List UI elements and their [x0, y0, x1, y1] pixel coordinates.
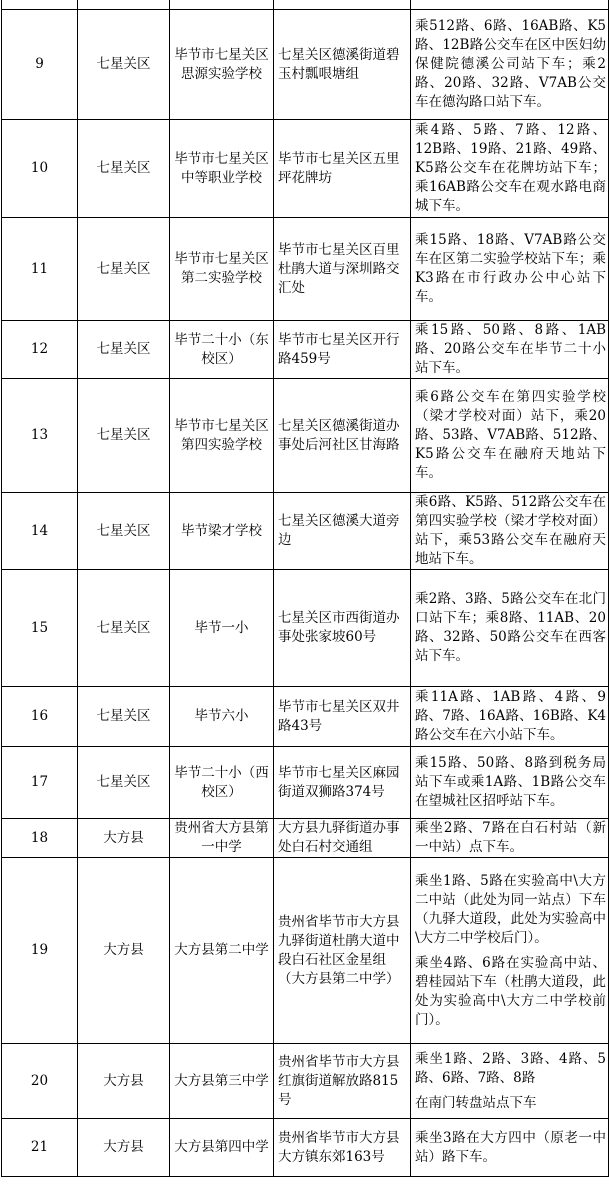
bus-route-text: 乘6路、K5路、512路公交车在第四实验学校（梁才学校对面）站下，乘53路公交车在融府天地站下车。	[415, 494, 606, 567]
table-row	[2, 1044, 609, 1119]
district-cell: 七星关区	[78, 321, 170, 379]
table-row	[2, 687, 609, 747]
bus-route-text: 在南门转盘站点下车	[415, 1094, 537, 1111]
bus-route-info	[411, 570, 609, 687]
address-cell: 毕节市七星关区麻园街道双狮路374号	[274, 747, 411, 819]
bus-route-info	[411, 819, 609, 858]
district-cell: 大方县	[78, 858, 170, 1044]
school-name: 毕节二十小（西校区）	[170, 747, 274, 819]
bus-route-text: 乘6路公交车在第四实验学校（梁才学校对面）站下，乘20路、53路、V7AB路、512路、K5路公交车在融府天地站下车。	[415, 389, 606, 481]
table-row	[2, 10, 609, 120]
bus-route-text: 乘11A路、1AB路、4路、9路、7路、16A路、16B路、K4路公交车在六小站下车。	[415, 689, 606, 743]
school-name: 毕节市七星关区中等职业学校	[170, 120, 274, 218]
bus-route-info	[411, 218, 609, 321]
address-cell: 毕节市七星关区双井路43号	[274, 687, 411, 747]
bus-route-info	[411, 858, 609, 1044]
bus-route-text: 乘坐1路、5路在实验高中\大方二中站（此处为同一站点）下车（九驿大道段，此处为实验高中\大方二中学校后门）。	[415, 872, 606, 946]
district-cell: 七星关区	[78, 570, 170, 687]
school-name: 大方县第二中学	[170, 858, 274, 1044]
district-cell: 大方县	[78, 1044, 170, 1119]
address-cell: 七星关区德溪大道旁边	[274, 493, 411, 570]
table-row	[2, 858, 609, 1044]
district-cell: 七星关区	[78, 493, 170, 570]
table-row-fragment	[2, 0, 609, 10]
school-name: 毕节市七星关区第二实验学校	[170, 218, 274, 321]
district-cell: 大方县	[78, 819, 170, 858]
bus-route-info	[411, 120, 609, 218]
district-cell: 七星关区	[78, 120, 170, 218]
bus-route-table	[1, 0, 609, 1177]
address-cell: 毕节市七星关区五里坪花牌坊	[274, 120, 411, 218]
bus-route-text: 乘15路、18路、V7AB路公交车在区第二实验学校站下车；乘K3路在市行政办公中心站下车。	[415, 232, 606, 305]
bus-route-text: 乘4路、5路、7路、12路、12B路、19路、21路、49路、K5路公交车在花牌坊站下车；乘16AB路公交车在观水路电商城下车。	[415, 122, 606, 214]
bus-route-text: 乘坐2路、7路在白石村站（新一中站）点下车。	[415, 820, 606, 855]
bus-route-info	[411, 1119, 609, 1177]
row-number: 9	[2, 10, 78, 120]
row-number: 20	[2, 1044, 78, 1119]
row-number: 21	[2, 1119, 78, 1177]
address-cell: 七星关区德溪街道办事处后河社区甘海路	[274, 379, 411, 493]
row-number: 16	[2, 687, 78, 747]
address-cell: 七星关区市西街道办事处张家坡60号	[274, 570, 411, 687]
bus-route-info	[411, 10, 609, 120]
school-name: 毕节二十小（东校区）	[170, 321, 274, 379]
table-row	[2, 379, 609, 493]
school-name: 毕节一小	[170, 570, 274, 687]
table-row	[2, 570, 609, 687]
row-number: 10	[2, 120, 78, 218]
district-cell: 七星关区	[78, 218, 170, 321]
bus-route-text: 乘15路、50路、8路到税务局站下车或乘1A路、1B路公交车在望城社区招呼站下车。	[415, 755, 606, 809]
bus-route-text: 乘坐4路、6路在实验高中站、碧桂园站下车（杜鹃大道段，此处为实验高中\大方二中学校前门）。	[415, 954, 606, 1028]
table-body	[2, 0, 609, 1177]
row-number: 11	[2, 218, 78, 321]
bus-route-info	[411, 493, 609, 570]
row-number: 12	[2, 321, 78, 379]
address-cell: 毕节市七星关区开行路459号	[274, 321, 411, 379]
bus-route-text: 乘坐3路在大方四中（原老一中站）路下车。	[415, 1129, 606, 1165]
address-cell: 贵州省毕节市大方县红旗街道解放路815号	[274, 1044, 411, 1119]
table-row	[2, 120, 609, 218]
bus-route-info	[411, 687, 609, 747]
district-cell: 七星关区	[78, 379, 170, 493]
table-row	[2, 321, 609, 379]
school-name: 大方县第三中学	[170, 1044, 274, 1119]
bus-route-text: 乘15路、50路、8路、1AB路、20路公交车在毕节二十小站下车。	[415, 322, 606, 376]
bus-route-info	[411, 379, 609, 493]
bus-route-text: 乘2路、3路、5路公交车在北门口站下车；乘8路、11AB、20路、32路、50路公交车在西客站下车。	[415, 591, 606, 664]
table-row	[2, 819, 609, 858]
bus-route-info	[411, 321, 609, 379]
address-cell: 七星关区德溪街道碧玉村瓢哏塘组	[274, 10, 411, 120]
row-number: 15	[2, 570, 78, 687]
bus-route-info	[411, 747, 609, 819]
address-cell: 贵州省毕节市大方县九驿街道杜鹃大道中段白石社区金星组（大方县第二中学）	[274, 858, 411, 1044]
row-number: 13	[2, 379, 78, 493]
table-row	[2, 747, 609, 819]
school-name: 毕节市七星关区思源实验学校	[170, 10, 274, 120]
district-cell: 七星关区	[78, 747, 170, 819]
row-number: 14	[2, 493, 78, 570]
address-cell: 大方县九驿街道办事处白石村交通组	[274, 819, 411, 858]
district-cell: 七星关区	[78, 10, 170, 120]
school-name: 毕节市七星关区第四实验学校	[170, 379, 274, 493]
school-name: 贵州省大方县第一中学	[170, 819, 274, 858]
school-name: 大方县第四中学	[170, 1119, 274, 1177]
table-row	[2, 218, 609, 321]
address-cell: 贵州省毕节市大方县大方镇东郊163号	[274, 1119, 411, 1177]
bus-route-info	[411, 1044, 609, 1119]
table-row	[2, 1119, 609, 1177]
school-name: 毕节梁才学校	[170, 493, 274, 570]
school-name: 毕节六小	[170, 687, 274, 747]
row-number: 18	[2, 819, 78, 858]
bus-route-text: 乘512路、6路、16AB路、K5路、12B路公交车在区中医妇幼保健院德溪公司站下车；乘2路、20路、32路、V7AB公交车在德沟路口站下车。	[415, 18, 606, 110]
row-number: 17	[2, 747, 78, 819]
district-cell: 大方县	[78, 1119, 170, 1177]
table-row	[2, 493, 609, 570]
row-number: 19	[2, 858, 78, 1044]
district-cell: 七星关区	[78, 687, 170, 747]
address-cell: 毕节市七星关区百里杜鹃大道与深圳路交汇处	[274, 218, 411, 321]
bus-route-text: 乘坐1路、2路、3路、4路、5路、6路、7路、8路	[415, 1050, 606, 1086]
